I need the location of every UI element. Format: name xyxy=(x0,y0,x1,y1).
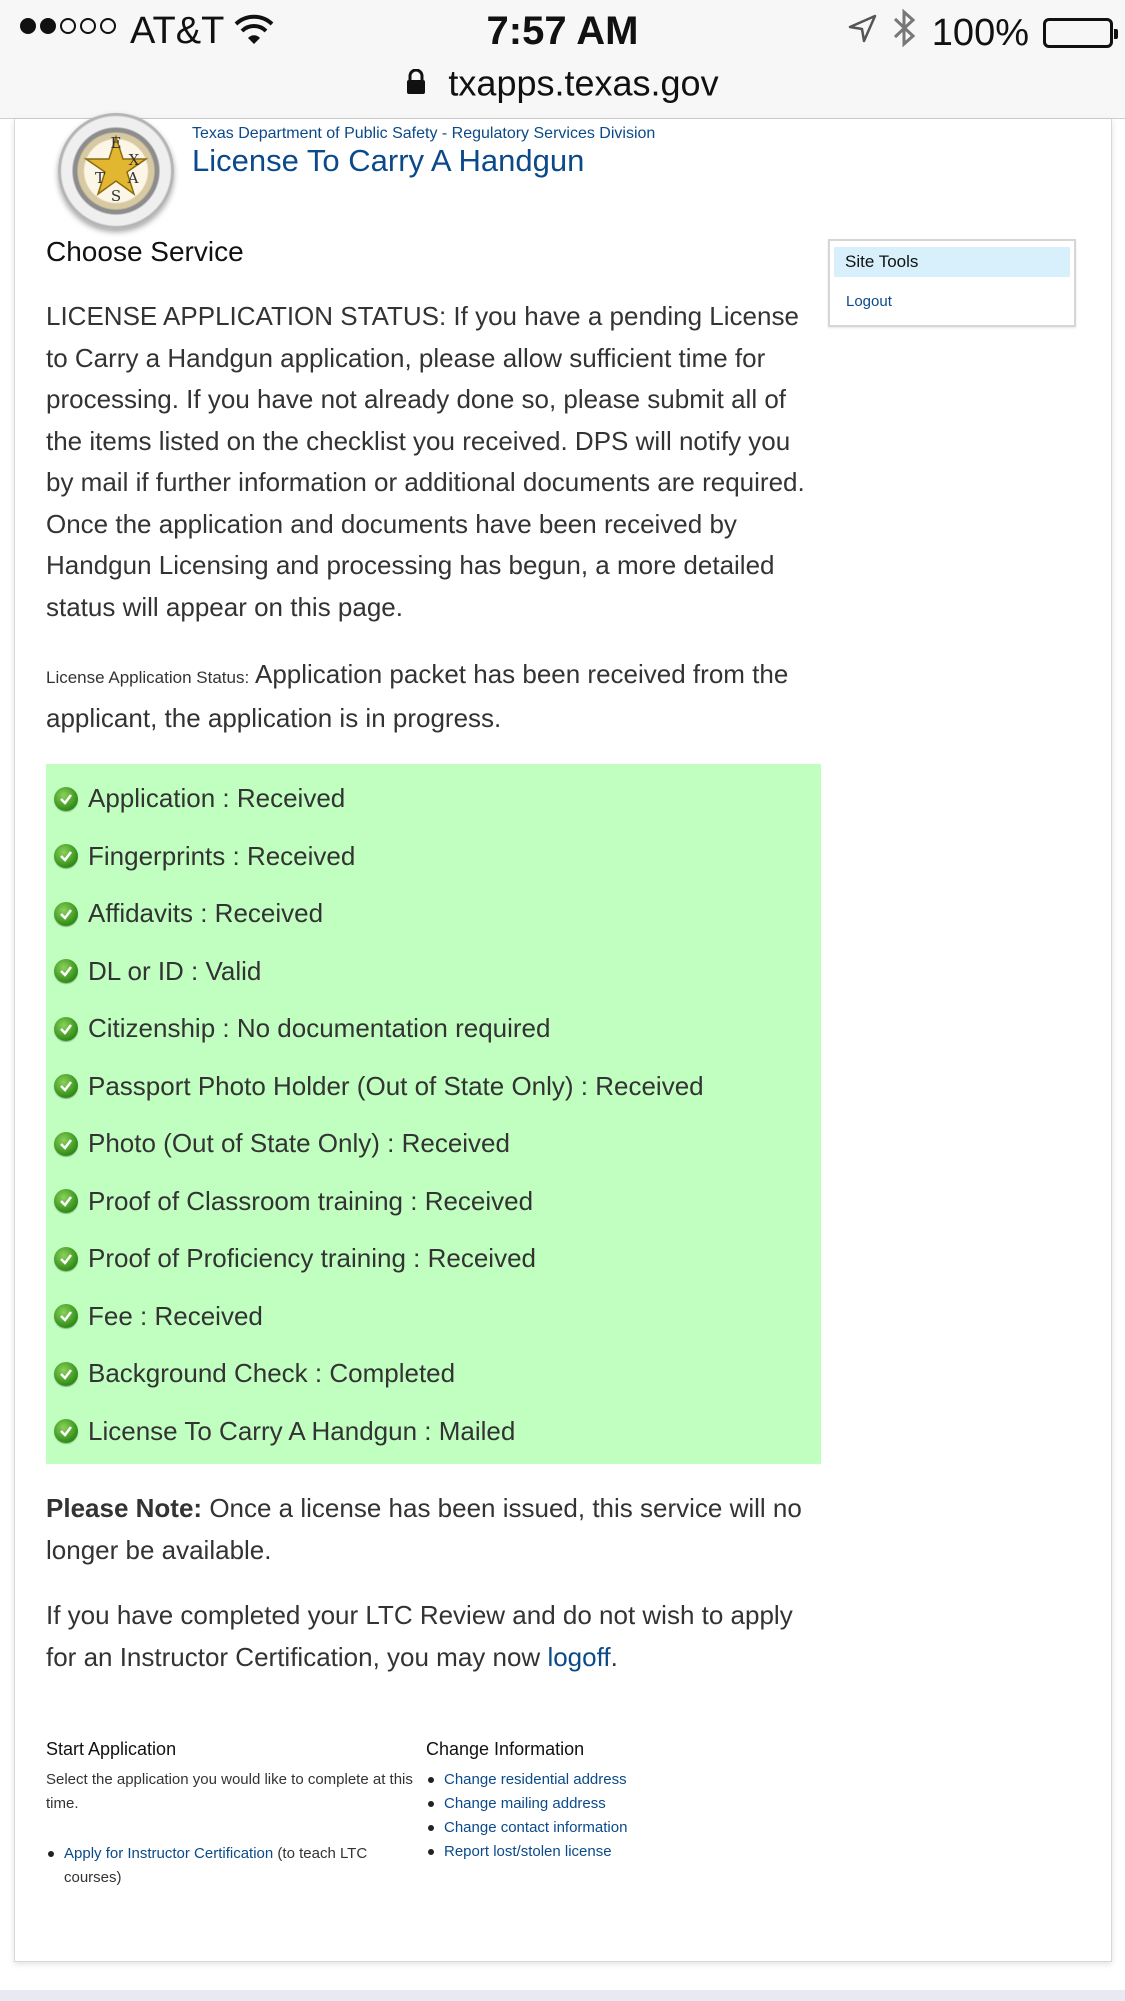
battery-icon xyxy=(1043,18,1113,48)
browser-top-bar xyxy=(0,0,1125,119)
list-item xyxy=(426,1840,826,1864)
checklist-text: Photo (Out of State Only) : Received xyxy=(88,1128,510,1159)
check-icon xyxy=(54,1189,78,1213)
check-icon xyxy=(54,787,78,811)
page-title: Choose Service xyxy=(46,236,244,267)
change-information-title: Change Information xyxy=(426,1739,585,1759)
site-tools-title: Site Tools xyxy=(834,247,1070,277)
seal-letter: A xyxy=(127,169,139,187)
check-icon xyxy=(54,1362,78,1386)
checklist-text: Affidavits : Received xyxy=(88,898,324,929)
dps-seal-logo xyxy=(58,113,174,229)
checklist-item xyxy=(46,1345,821,1403)
logout-link[interactable]: Logout xyxy=(846,293,892,310)
checklist-item xyxy=(46,828,821,886)
start-application-title: Start Application xyxy=(46,1739,177,1759)
ltc-review-completed-note xyxy=(46,1595,821,1678)
list-item xyxy=(426,1816,826,1840)
checklist-text: Fee : Received xyxy=(88,1300,263,1331)
start-application-description: Select the application you would like to complete at this time. xyxy=(46,1771,413,1812)
page-card xyxy=(14,119,1112,1962)
checklist-text: Citizenship : No documentation required xyxy=(88,1013,551,1044)
checklist-text: Passport Photo Holder (Out of State Only) : Received xyxy=(88,1070,704,1101)
url-text: txapps.texas.gov xyxy=(448,62,719,104)
change-mailing-address-link[interactable]: Change mailing address xyxy=(444,1795,606,1812)
checklist-item xyxy=(46,770,821,828)
agency-name: Texas Department of Public Safety - Regulatory Services Division xyxy=(192,125,656,142)
checklist-item xyxy=(46,885,821,943)
note-label: Please Note: xyxy=(46,1493,203,1523)
carrier-name: AT&T xyxy=(130,10,225,52)
start-application-links xyxy=(46,1842,416,1890)
application-status-intro: LICENSE APPLICATION STATUS: If you have a pending License to Carry a Handgun application, please allow sufficient time for processing. If you have not already done so, please submit all of the items listed on the checklist you received. DPS will notify you by mail if further information or additional documents are required. Once the application and documents have been received by Handgun Licensing and processing has begun, a more detailed status will appear on this page. xyxy=(46,301,805,622)
seal-letter: S xyxy=(110,187,122,205)
page-bottom-edge xyxy=(0,1990,1125,2001)
checklist-text: License To Carry A Handgun : Mailed xyxy=(88,1415,516,1446)
change-information-links xyxy=(426,1768,826,1864)
status-value: Application packet has been received from the applicant, the application is in progress. xyxy=(46,659,789,733)
change-information-section xyxy=(426,1739,826,1864)
check-icon xyxy=(54,1419,78,1443)
application-status-line xyxy=(46,654,821,739)
site-tools-panel xyxy=(828,239,1076,327)
change-residential-address-link[interactable]: Change residential address xyxy=(444,1771,627,1788)
check-icon xyxy=(54,959,78,983)
checklist-item xyxy=(46,1115,821,1173)
checklist-item xyxy=(46,1058,821,1116)
lock-icon xyxy=(406,62,426,104)
checklist-item xyxy=(46,1403,821,1461)
site-title: License To Carry A Handgun xyxy=(192,143,585,178)
list-item xyxy=(426,1768,826,1792)
bluetooth-icon xyxy=(892,8,918,58)
location-arrow-icon xyxy=(846,12,878,55)
checklist-text: Proof of Classroom training : Received xyxy=(88,1185,534,1216)
checklist-text: Proof of Proficiency training : Received xyxy=(88,1243,536,1274)
checklist-item xyxy=(46,1288,821,1346)
status-checklist xyxy=(46,764,821,1464)
status-label: License Application Status: xyxy=(46,668,250,687)
check-icon xyxy=(54,1074,78,1098)
check-icon xyxy=(54,1017,78,1041)
checklist-item xyxy=(46,1000,821,1058)
change-contact-information-link[interactable]: Change contact information xyxy=(444,1819,628,1836)
start-application-section xyxy=(46,1739,416,1890)
logoff-link[interactable]: logoff xyxy=(547,1641,611,1672)
check-icon xyxy=(54,1304,78,1328)
apply-instructor-certification-link[interactable]: Apply for Instructor Certification xyxy=(64,1845,274,1862)
list-item xyxy=(426,1792,826,1816)
seal-letter: T xyxy=(94,169,106,187)
note-text: Once a license has been issued, this service will no longer be available. xyxy=(46,1493,802,1565)
seal-letter: E xyxy=(110,134,122,152)
checklist-text: Application : Received xyxy=(88,783,346,814)
check-icon xyxy=(54,1132,78,1156)
checklist-text: Background Check : Completed xyxy=(88,1358,456,1389)
checklist-item xyxy=(46,943,821,1001)
clock: 7:57 AM xyxy=(486,9,639,53)
link-suffix: (to teach LTC courses) xyxy=(64,1845,368,1886)
status-bar xyxy=(0,0,1125,62)
completed-text: If you have completed your LTC Review and do not wish to apply for an Instructor Certification, you may now xyxy=(46,1600,793,1672)
please-note xyxy=(46,1488,821,1571)
status-right-group xyxy=(846,8,1113,58)
check-icon xyxy=(54,844,78,868)
list-item xyxy=(46,1842,416,1890)
checklist-text: Fingerprints : Received xyxy=(88,840,356,871)
main-content xyxy=(46,236,821,1678)
report-lost-stolen-license-link[interactable]: Report lost/stolen license xyxy=(444,1843,612,1860)
battery-percentage: 100% xyxy=(931,11,1029,54)
checklist-item xyxy=(46,1173,821,1231)
check-icon xyxy=(54,902,78,926)
checklist-text: DL or ID : Valid xyxy=(88,955,262,986)
address-bar[interactable] xyxy=(0,60,1125,110)
seal-letter: X xyxy=(128,151,140,169)
completed-end: . xyxy=(610,1641,618,1672)
checklist-item xyxy=(46,1230,821,1288)
check-icon xyxy=(54,1247,78,1271)
